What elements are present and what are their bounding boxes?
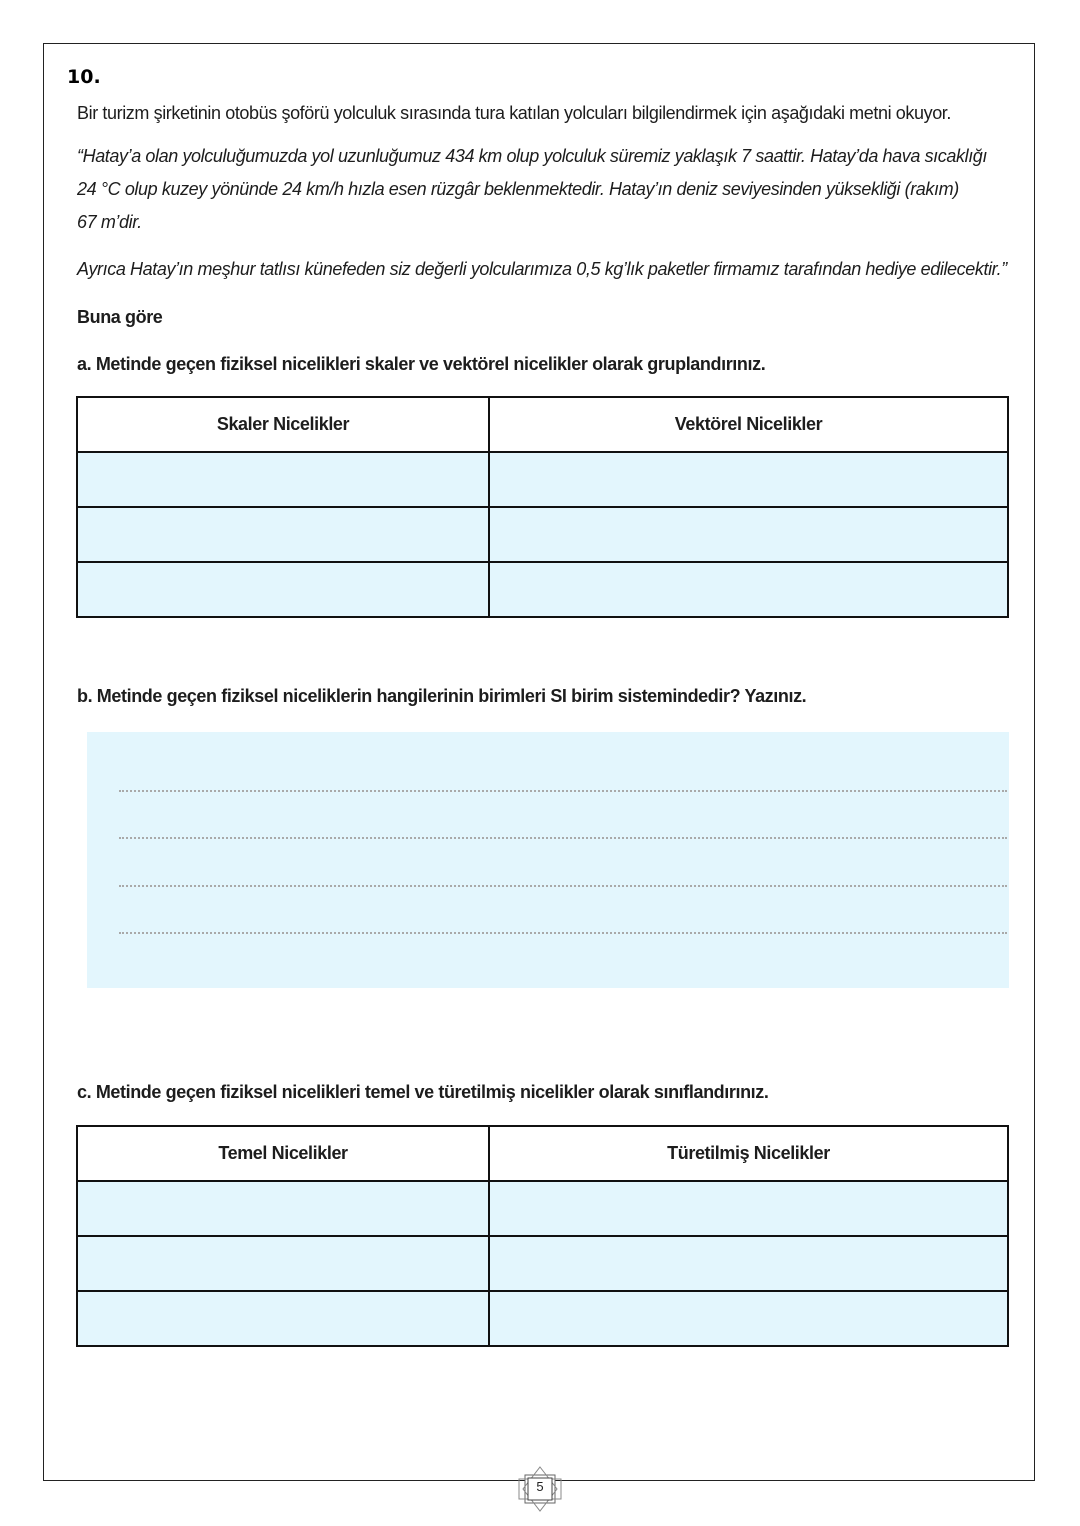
scalar-vector-table	[76, 396, 1009, 618]
answer-cell[interactable]	[489, 452, 1008, 507]
answer-cell[interactable]	[489, 1181, 1008, 1236]
part-a-prompt: a. Metinde geçen fiziksel nicelikleri skaler ve vektörel nicelikler olarak gruplandırınız.	[77, 354, 766, 374]
answer-cell[interactable]	[489, 562, 1008, 617]
answer-cell[interactable]	[77, 452, 489, 507]
fundamental-derived-table	[76, 1125, 1009, 1347]
quoted-text	[77, 140, 1017, 239]
part-b-prompt: b. Metinde geçen fiziksel niceliklerin hangilerinin birimleri SI birim sistemindedir? Yazınız.	[77, 686, 807, 706]
answer-line[interactable]	[119, 885, 1007, 887]
answer-cell[interactable]	[77, 1236, 489, 1291]
answer-line[interactable]	[119, 837, 1007, 839]
question-number: 10.	[67, 66, 101, 88]
quote-line: “Hatay’a olan yolculuğumuzda yol uzunluğumuz 434 km olup yolculuk süremiz yaklaşık 7 saattir. Hatay’da hava sıcaklığı	[77, 146, 988, 166]
answer-cell[interactable]	[77, 1291, 489, 1346]
answer-cell[interactable]	[489, 1236, 1008, 1291]
page-number-badge	[513, 1466, 567, 1512]
quote-last-paragraph: Ayrıca Hatay’ın meşhur tatlısı künefeden siz değerli yolcularımıza 0,5 kg’lık paketler firmamız tarafından hediye edilecektir.”	[77, 259, 1007, 279]
answer-line[interactable]	[119, 932, 1007, 934]
header-vector: Vektörel Nicelikler	[489, 397, 1008, 452]
question-intro: Bir turizm şirketinin otobüs şoförü yolculuk sırasında tura katılan yolcuları bilgilendirmek için aşağıdaki metni okuyor.	[77, 103, 952, 123]
header-derived: Türetilmiş Nicelikler	[489, 1126, 1008, 1181]
answer-cell[interactable]	[77, 507, 489, 562]
quote-line: 24 °C olup kuzey yönünde 24 km/h hızla esen rüzgâr beklenmektedir. Hatay’ın deniz seviyesinden yüksekliği (rakım)	[77, 179, 959, 199]
buna-gore-label: Buna göre	[77, 307, 163, 327]
quote-line: 67 m’dir.	[77, 212, 142, 232]
header-scalar: Skaler Nicelikler	[77, 397, 489, 452]
answer-cell[interactable]	[77, 1181, 489, 1236]
header-fundamental: Temel Nicelikler	[77, 1126, 489, 1181]
answer-cell[interactable]	[489, 1291, 1008, 1346]
answer-cell[interactable]	[77, 562, 489, 617]
part-c-prompt: c. Metinde geçen fiziksel nicelikleri temel ve türetilmiş nicelikler olarak sınıflandırınız.	[77, 1082, 769, 1102]
answer-cell[interactable]	[489, 507, 1008, 562]
answer-line[interactable]	[119, 790, 1007, 792]
page-number: 5	[536, 1479, 544, 1494]
si-answer-area[interactable]	[87, 732, 1009, 988]
